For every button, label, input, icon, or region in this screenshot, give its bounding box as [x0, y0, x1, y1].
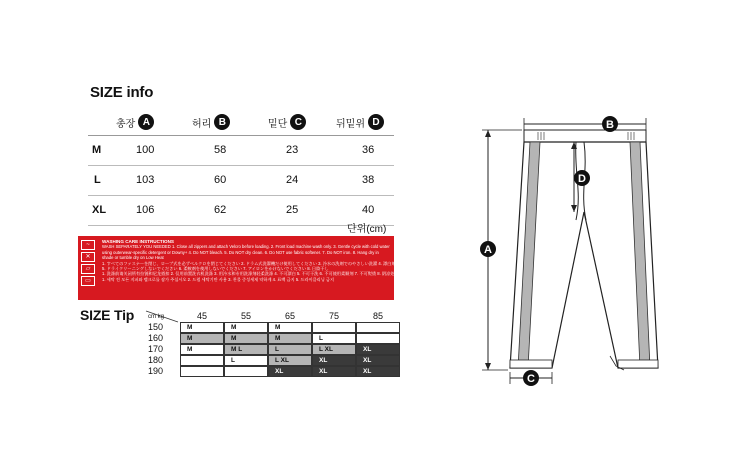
size-tip-cell	[356, 322, 400, 333]
badge-b-diagram	[602, 116, 618, 132]
unit-label: 단위(cm)	[347, 224, 387, 235]
size-info-title: SIZE info	[90, 84, 154, 101]
size-tip-cell: XL	[312, 366, 356, 377]
value-a: 103	[136, 174, 155, 186]
value-a: 106	[136, 204, 155, 216]
svg-text:C: C	[527, 373, 535, 385]
size-tip-cell	[356, 333, 400, 344]
table-row	[88, 136, 394, 166]
header-label: 총장	[116, 118, 136, 130]
size-label: XL	[92, 204, 107, 216]
size-tip-cell: M	[268, 333, 312, 344]
care-icons	[81, 240, 97, 286]
value-b: 60	[214, 174, 227, 186]
size-tip-cell	[180, 355, 224, 366]
left-cuff	[510, 360, 552, 368]
value-b: 62	[214, 204, 227, 216]
value-c: 25	[286, 204, 299, 216]
height-header: 160	[148, 333, 164, 343]
header-hem	[268, 114, 306, 130]
no-bleach-icon: ✕	[81, 252, 95, 262]
size-tip-cell: XL	[356, 366, 400, 377]
tip-corner-label: cm kg	[148, 314, 165, 320]
height-header: 190	[148, 366, 164, 376]
washing-line: using outerwear-specific detergent or Downy+ 4. Do NOT bleach. 5. Do NOT dry clean. 6. Do NOT use fabric softener. 7. Do NOT iron. 8. Hang dry in	[102, 249, 379, 255]
header-label: 밑단	[268, 118, 288, 130]
size-tip-cell: M L	[224, 344, 268, 355]
size-tip-cell	[224, 366, 268, 377]
size-tip-cell: L XL	[268, 355, 312, 366]
size-tip-cell: XL	[356, 344, 400, 355]
size-tip-cell: M	[224, 322, 268, 333]
header-label: 허리	[192, 118, 212, 130]
size-tip-cell: M	[180, 322, 224, 333]
size-tip-cell: XL	[356, 355, 400, 366]
size-label: L	[94, 174, 101, 186]
badge-c: C	[290, 114, 306, 130]
height-header: 150	[148, 322, 164, 332]
pants-diagram	[470, 112, 670, 392]
height-header: 180	[148, 355, 164, 365]
value-d: 38	[362, 174, 375, 186]
size-tip-cell: L XL	[312, 344, 356, 355]
size-label: M	[92, 144, 102, 156]
value-b: 58	[214, 144, 227, 156]
wash-tub-icon: ~	[81, 240, 95, 250]
weight-header: 65	[284, 311, 295, 321]
washing-line: 1. 洗涤前请关闭所有拉链和尼龙搭扣 2. 仅用前置洗衣机洗涤 3. 用冷水和专用洗涤剂轻柔洗涤 4. 不可漂白 5. 不可干洗 6. 不可使用柔顺剂 7. 不可熨烫 8. 阴凉处晾干	[102, 271, 403, 277]
weight-header: 75	[328, 311, 339, 321]
size-tip-cell	[180, 366, 224, 377]
dimension-b	[524, 118, 646, 130]
right-cuff	[618, 360, 658, 368]
value-d: 36	[362, 144, 375, 156]
washing-line: 5. ドライクリーニングしないでください 6. 柔軟剤を使用しないでください 7. アイロンをかけないでください 8. 日陰干し	[102, 266, 329, 272]
badge-c-diagram	[523, 370, 539, 386]
size-tip-cell: M	[268, 322, 312, 333]
badge-d: D	[368, 114, 384, 130]
size-tip-cell: L	[224, 355, 268, 366]
badge-b: B	[214, 114, 230, 130]
value-c: 23	[286, 144, 299, 156]
badge-d-diagram	[574, 170, 590, 186]
header-waist	[192, 114, 230, 130]
size-tip-cell: M	[180, 333, 224, 344]
badge-a-diagram	[480, 241, 496, 257]
svg-text:B: B	[606, 119, 614, 131]
height-header: 170	[148, 344, 164, 354]
weight-header: 55	[240, 311, 251, 321]
washing-title: WASHING CARE INSTRUCTIONS	[102, 239, 174, 244]
washing-line: shade or tumble dry on Low Heat	[102, 255, 164, 261]
header-back-rise	[336, 114, 384, 130]
size-tip-cell: L	[268, 344, 312, 355]
weight-header: 85	[372, 311, 383, 321]
svg-text:A: A	[484, 244, 492, 256]
size-table-header	[88, 112, 394, 136]
weight-header: 45	[196, 311, 207, 321]
size-tip-cell: XL	[268, 366, 312, 377]
value-a: 100	[136, 144, 155, 156]
washing-line: WASH SEPARATELY YOU NEEDED 1. Close all zippers and attach Velcro before loading. 2. Front load machine wash only. 3. Gentle cycle with cold water	[102, 244, 390, 250]
size-info-table	[88, 112, 394, 226]
size-tip-cell	[312, 322, 356, 333]
header-total-length	[116, 114, 154, 130]
washing-line: 1. すべてのファスナーを閉じ、ロープ式を必ずベルクロを閉じてください 2. ドラム式洗濯機だけ使用してください 3. 冷水の洗剤でのやさしい洗濯 4. 漂白剤を使用しないで	[102, 260, 425, 266]
size-tip-title: SIZE Tip	[80, 307, 135, 323]
table-row	[88, 166, 394, 196]
size-tip-cell: XL	[312, 355, 356, 366]
hang-dry-icon: ▭	[81, 276, 95, 286]
size-tip-cell: M	[224, 333, 268, 344]
size-tip-cell: L	[312, 333, 356, 344]
iron-icon: ▱	[81, 264, 95, 274]
svg-text:D: D	[578, 173, 586, 185]
washing-line: 1. 세탁 전 모든 지퍼와 벨크로를 잠가 주십시오 2. 드럼 세탁기만 사용 3. 찬물 중성세제 약하게 4. 표백 금지 5. 드라이클리닝 금지	[102, 276, 335, 282]
size-tip-cell: M	[180, 344, 224, 355]
value-d: 40	[362, 204, 375, 216]
value-c: 24	[286, 174, 299, 186]
badge-a: A	[138, 114, 154, 130]
washing-instructions	[78, 236, 425, 300]
header-label: 뒤밑위	[336, 118, 365, 130]
